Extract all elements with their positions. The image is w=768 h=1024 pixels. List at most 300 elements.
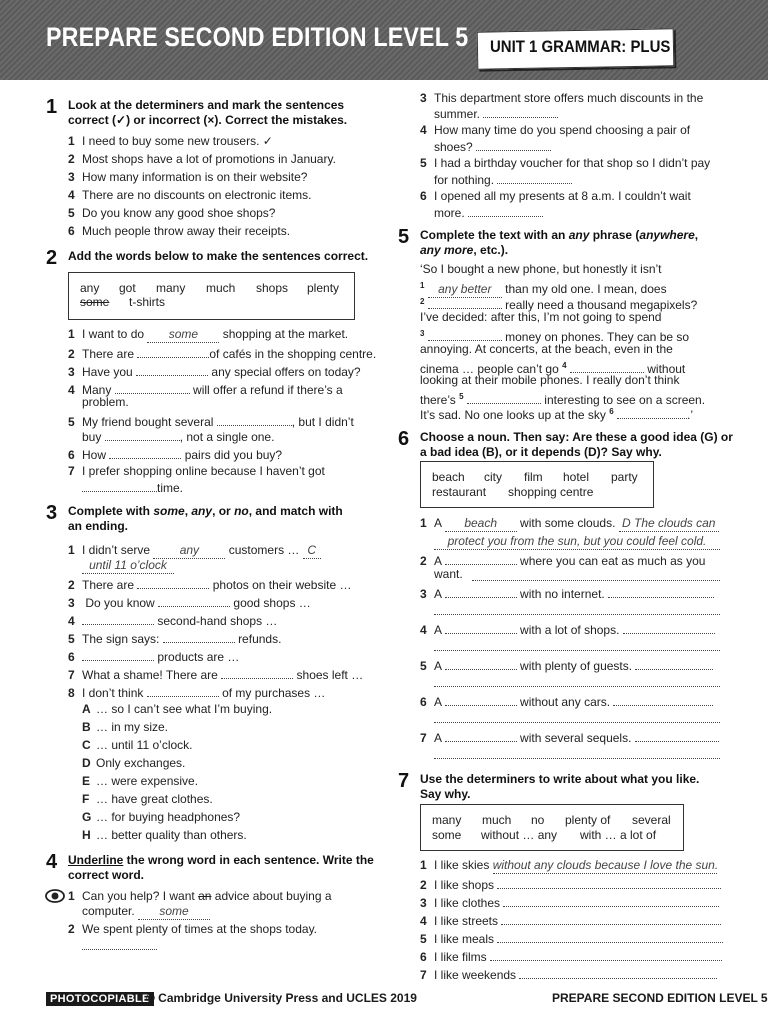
item-number: 7 [420,731,427,745]
instruction-text: no [234,504,249,518]
answer-blank[interactable] [163,630,235,643]
answer-example: until 11 o’clock [82,558,174,574]
answer-blank[interactable] [497,930,723,943]
answer-blank[interactable] [483,105,558,118]
item-number: 2 [420,878,427,892]
item-text: refunds. [238,632,282,646]
text-line-content: interesting to see on a screen. [544,393,706,407]
item-number: 2 [68,347,75,361]
instruction-text: , and match with [248,504,343,518]
instruction-line: an ending. [68,519,128,533]
item-text: I like films [434,950,487,964]
item-text: This department store offers much discounts in the [434,91,704,105]
item-number: 1 [68,889,75,903]
ending-option [82,702,272,717]
instruction-text: , [694,228,699,242]
answer-blank[interactable] [476,138,551,151]
answer-blank[interactable] [445,657,517,670]
ending-letter: E [82,774,91,788]
item-text: I want to do [82,327,145,341]
answer-blank[interactable] [468,204,543,217]
answer-blank[interactable] [105,428,180,441]
item-text: I need to buy some new trousers. ✓ [82,134,273,148]
item-text: summer. [434,107,481,121]
gap-number: 2 [420,297,425,306]
ending-text: … have great clothes. [96,792,213,806]
item-text: I like meals [434,932,495,946]
exercise-5-instruction [420,228,698,258]
instruction-text: , etc.). [473,243,509,257]
answer-line[interactable] [434,722,720,723]
answer-blank[interactable] [635,729,719,742]
exercise-3-item [68,543,321,559]
item-number: 4 [68,188,75,202]
answer-blank[interactable] [147,684,219,697]
text-line: looking at their mobile phones. I really don’t think [420,373,680,387]
word-box-item-used: some [80,295,110,309]
answer-blank[interactable] [445,621,517,634]
exercise-2-item-continued [82,479,183,496]
word-box-item: much [482,813,512,827]
exercise-4-item [68,889,332,904]
answer-blank[interactable] [221,666,293,679]
answer-blank[interactable] [445,693,517,706]
exercise-3-item [68,594,311,611]
item-text: I didn’t serve [82,543,151,557]
answer-line[interactable] [434,686,720,687]
answer-blank[interactable] [608,585,714,598]
instruction-text: any more [420,243,474,257]
text-line-content: cinema … people can’t go [420,362,559,376]
gap-number: 5 [459,392,464,401]
answer-example: some [138,904,210,920]
item-text: I like shops [434,878,495,892]
item-number: 4 [420,914,427,928]
item-text: Do you know [85,596,155,610]
answer-example: D The clouds can [619,516,719,532]
exercise-7-item [420,894,719,911]
word-box-item: t-shirts [129,295,165,309]
exercise-4-item-continued [82,904,210,920]
item-text: Most shops have a lot of promotions in January. [82,152,336,166]
item-text: shoes left … [296,668,364,682]
item-text: The sign says: [82,632,160,646]
exercise-6-number: 6 [398,428,410,450]
instruction-line: Choose a noun. Then say: Are these a good idea (G) or [420,430,733,444]
ending-letter: B [82,720,91,734]
text-line-content: .’ [687,408,694,422]
exercise-4-instruction [68,853,374,883]
ending-letter: G [82,810,92,824]
ending-letter: F [82,792,90,806]
item-text: Can you help? I want [82,889,199,903]
exercise-2-instruction: Add the words below to make the sentences correct. [68,249,369,263]
ending-option [82,720,168,735]
instruction-text: , [184,504,192,518]
instruction-text: Complete the text with an [420,228,569,242]
answer-blank[interactable] [445,729,517,742]
word-box-item: shopping centre [508,485,594,499]
answer-blank[interactable] [519,966,717,979]
item-text: How [82,448,107,462]
answer-blank[interactable] [137,345,209,358]
answer-line[interactable] [434,758,720,759]
item-number: 6 [68,224,75,238]
item-number: 3 [420,91,427,105]
text-line-content: than my old one. I mean, does [505,282,667,296]
instruction-line: correct (✓) or incorrect (×). Correct the mistakes. [68,113,348,127]
gap-number: 6 [609,407,614,416]
exercise-3-item [68,648,239,665]
exercise-3-instruction [68,504,343,534]
item-text: How many time do you spend choosing a pair of [434,123,691,137]
word-box-item: hotel [563,470,590,484]
exercise-6-item [420,693,713,710]
exercise-4-item-continued [434,138,551,155]
instruction-text: any [568,228,590,242]
word-box-item: much [206,281,236,295]
instruction-line: a bad idea (B), or it depends (D)? Say why. [420,445,662,459]
exercise-1-number: 1 [46,96,58,118]
item-text: shoes? [434,140,473,154]
item-text: any special offers on today? [211,365,361,379]
text-line [420,404,693,423]
item-text: good shops … [233,596,311,610]
answer-blank[interactable] [501,912,721,925]
item-text: We spent plenty of times at the shops today. [82,922,318,936]
answer-blank[interactable] [428,296,502,309]
ending-text: … so I can’t see what I’m buying. [96,702,273,716]
item-number: 1 [68,134,75,148]
item-text: Many [82,383,112,397]
exercise-2-item [68,446,282,463]
item-number: 7 [420,968,427,982]
item-text: time. [157,481,184,495]
item-text: will offer a refund if there’s a [193,383,343,397]
crossed-word: an [198,889,212,903]
item-number: 1 [68,327,75,341]
answer-example-letter: C [303,543,321,559]
ending-letter: C [82,738,91,752]
item-number: 5 [68,632,75,646]
text-line: ‘So I bought a new phone, but honestly it isn’t [420,262,662,276]
instruction-line [420,228,698,243]
instruction-text: any [191,504,213,518]
word-box-item: beach [432,470,465,484]
word-box-item: any [80,281,100,295]
item-text: advice about buying a [211,889,332,903]
answer-line[interactable] [434,614,720,615]
item-text: A [434,623,442,637]
answer-blank[interactable] [503,894,719,907]
item-number: 1 [68,543,75,557]
item-number: 2 [68,578,75,592]
answer-line[interactable] [472,580,720,581]
item-text: A [434,695,442,709]
answer-blank[interactable] [635,657,713,670]
text-line-content: money on phones. They can be so [505,330,690,344]
answer-blank[interactable] [82,937,157,950]
ending-text: … for buying headphones? [96,810,241,824]
exercise-3-number: 3 [46,502,58,524]
exercise-6-instruction [420,430,733,460]
answer-example: beach [445,516,517,532]
item-text: , not a single one. [179,430,275,444]
answer-blank[interactable] [217,413,292,426]
exercise-3-item [68,684,325,701]
word-box-item: many [156,281,186,295]
answer-blank[interactable] [82,479,157,492]
item-text: Do you know any good shoe shops? [82,206,276,220]
instruction-line: Look at the determiners and mark the sentences [68,98,345,112]
exercise-4-answer-line [82,937,157,954]
item-text: more. [434,206,465,220]
answer-blank[interactable] [445,552,517,565]
item-number: 4 [68,383,75,397]
item-number: 6 [420,189,427,203]
gap-number: 4 [562,361,567,370]
item-text: buy [82,430,102,444]
page-title: PREPARE SECOND EDITION LEVEL 5 [46,22,469,52]
word-box-item: several [632,813,671,827]
item-text: A [434,731,442,745]
exercise-3-item [68,576,351,593]
instruction-line [420,243,698,258]
answer-example: protect you from the sun, but you could feel cold. [434,534,720,550]
answer-blank[interactable] [613,693,713,706]
answer-blank[interactable] [109,446,181,459]
item-number: 6 [420,950,427,964]
answer-blank[interactable] [497,171,572,184]
exercise-1-item [68,206,275,221]
answer-blank[interactable] [445,585,517,598]
item-text: with plenty of guests. [520,659,633,673]
item-number: 5 [68,415,75,429]
answer-blank[interactable] [490,948,722,961]
ending-option [82,792,213,807]
exercise-4-item [420,156,710,171]
answer-blank[interactable] [82,648,154,661]
item-text: shopping at the market. [222,327,349,341]
item-text: , but I didn’t [291,415,354,429]
text-line-content: It’s sad. No one looks up at the sky [420,408,606,422]
item-number: 3 [68,596,75,610]
instruction-line [68,504,343,519]
item-number: 4 [420,623,427,637]
instruction-line: Say why. [420,787,471,801]
item-text: There are no discounts on electronic items. [82,188,312,202]
ending-text: … in my size. [96,720,169,734]
item-text: I like weekends [434,968,517,982]
instruction-text: phrase ( [589,228,640,242]
answer-blank[interactable] [617,406,687,419]
ending-text: … until 11 o’clock. [96,738,193,752]
exercise-4-item [68,922,317,937]
exercise-6-item [420,621,715,638]
exercise-2-number: 2 [46,247,58,269]
item-number: 7 [68,668,75,682]
word-box [68,272,355,320]
word-box-item: no [531,813,545,827]
item-number: 6 [420,695,427,709]
answer-blank[interactable] [137,576,209,589]
item-text: Have you [82,365,133,379]
item-number: 3 [68,365,75,379]
ending-text: Only exchanges. [96,756,186,770]
gap-number: 1 [420,281,425,290]
item-text: A [434,659,442,673]
answer-example: any better [428,282,502,298]
ending-option [82,810,240,825]
item-text: of cafés in the shopping centre. [209,347,377,361]
item-text: of my purchases … [222,686,326,700]
exercise-7-item [420,948,722,965]
answer-blank[interactable] [467,391,541,404]
instruction-text: anywhere [639,228,695,242]
item-number: 3 [420,587,427,601]
exercise-4-item [420,91,703,106]
instruction-line: Use the determiners to write about what you like. [420,772,700,786]
item-text: with several sequels. [520,731,632,745]
exercise-1-item [68,170,307,185]
exercise-2-item [68,327,348,343]
answer-blank[interactable] [428,328,502,341]
word-box-item: plenty [307,281,340,295]
unit-label: UNIT 1 GRAMMAR: PLUS [490,37,671,56]
answer-blank[interactable] [497,876,721,889]
exercise-1-instruction [68,98,347,128]
ending-option [82,828,247,843]
item-text: There are [82,347,135,361]
ending-text: … were expensive. [96,774,199,788]
item-text: without any cars. [520,695,611,709]
exercise-2-item-continued: problem. [82,395,129,409]
exercise-2-item-continued [82,428,274,445]
item-text: with a lot of shops. [520,623,620,637]
text-line-content: without [647,362,686,376]
exercise-7-item [420,876,721,893]
item-number: 1 [420,858,427,872]
item-text: with some clouds. [520,516,616,530]
exercise-7-number: 7 [398,770,410,792]
item-text: where you can eat as much as you [520,554,706,568]
item-number: 4 [68,614,75,628]
item-text: What a shame! There are [82,668,218,682]
exercise-4-item [420,189,691,204]
exercise-6-item [420,729,719,746]
item-number: 5 [420,156,427,170]
exercise-1-item [68,188,311,203]
answer-example: some [147,327,219,343]
exercise-6-item [420,657,713,674]
word-box-item: city [484,470,502,484]
item-number: 2 [68,152,75,166]
ending-letter: D [82,756,91,770]
copyright-notice: © Cambridge University Press and UCLES 2019 [146,991,417,1005]
item-number: 5 [420,659,427,673]
exercise-3-item [68,630,281,647]
answer-blank[interactable] [136,363,208,376]
eye-icon [45,889,65,903]
item-number: 5 [68,206,75,220]
item-text: There are [82,578,135,592]
ending-letter: H [82,828,91,842]
item-text: A [434,516,442,530]
answer-blank[interactable] [623,621,715,634]
word-box-item: got [119,281,136,295]
exercise-2-item [68,345,376,362]
exercise-7-instruction [420,772,699,802]
text-line-content: there’s [420,393,456,407]
exercise-6-item [420,516,719,532]
item-text: with no internet. [520,587,605,601]
item-text: I don’t think [82,686,144,700]
exercise-1-item [68,134,273,149]
exercise-2-item [68,363,361,380]
item-text: My friend bought several [82,415,214,429]
item-number: 6 [68,650,75,664]
answer-blank[interactable] [158,594,230,607]
item-text: Much people throw away their receipts. [82,224,291,238]
answer-blank[interactable] [570,360,644,373]
exercise-1-item [68,224,290,239]
word-box-item: restaurant [432,485,487,499]
exercise-6-item-continued: want. [434,567,463,581]
item-text: A [434,587,442,601]
exercise-4-number: 4 [46,851,58,873]
exercise-4-item-continued [434,105,558,122]
exercise-7-item [420,930,723,947]
instruction-text: Underline [68,853,124,867]
item-text: pairs did you buy? [184,448,283,462]
ending-option [82,738,193,753]
word-box-item: many [432,813,462,827]
item-number: 2 [420,554,427,568]
item-text: How many information is on their website? [82,170,308,184]
item-text: I had a birthday voucher for that shop so I didn’t pay [434,156,711,170]
answer-blank[interactable] [115,381,190,394]
answer-example: without any clouds because I love the sun. [492,858,719,872]
gap-number: 3 [420,329,425,338]
footer-title: PREPARE SECOND EDITION LEVEL 5 [552,991,768,1005]
exercise-5-number: 5 [398,226,410,248]
instruction-text: , or [212,504,235,518]
exercise-7-item [420,912,721,929]
item-text: I prefer shopping online because I haven’t got [82,464,325,478]
item-text: computer. [82,904,135,918]
text-line-content: really need a thousand megapixels? [505,298,698,312]
item-text: A [434,554,442,568]
exercise-3-item [68,666,363,683]
item-text: for nothing. [434,173,495,187]
word-box-item: film [524,470,543,484]
item-number: 4 [420,123,427,137]
ending-text: … better quality than others. [96,828,247,842]
word-box-item: party [611,470,638,484]
word-box-item: with … a lot of [580,828,657,842]
item-text: I like streets [434,914,499,928]
item-number: 3 [68,170,75,184]
instruction-text: Complete with [68,504,154,518]
instruction-text: the wrong word in each sentence. Write the [123,853,374,867]
item-number: 5 [420,932,427,946]
answer-line[interactable] [434,650,720,651]
item-text: products are … [157,650,240,664]
exercise-4-item [420,123,690,138]
exercise-6-item-continued [434,534,720,550]
answer-blank[interactable] [82,612,154,625]
ending-option [82,756,185,771]
